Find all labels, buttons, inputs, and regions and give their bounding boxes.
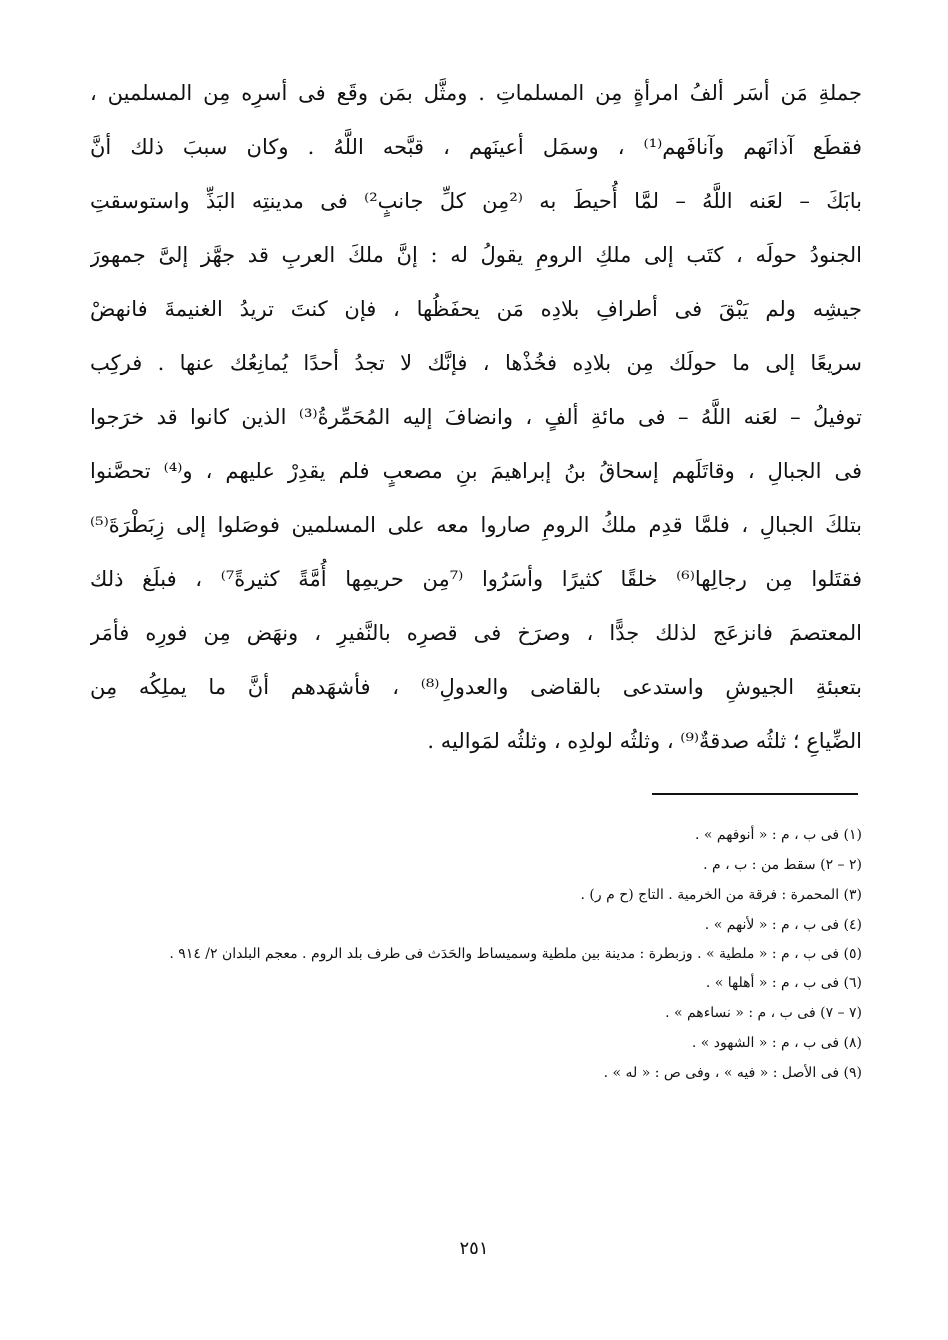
footnote: (٨) فى ب ، م : « الشهود » . xyxy=(691,1035,862,1051)
text-line: الضِّياعِ ؛ ثلثُه صدقةٌ⁽⁹⁾ ، وثلثُه لولدِه ، وثلثُه لمَواليه . xyxy=(427,729,862,753)
text-line: فى الجبالِ ، وقاتَلَهم إسحاقُ بنُ إبراهيمَ بنِ مصعبٍ فلم يقدِرْ عليهم ، و⁽⁴⁾ تحصَّنوا xyxy=(90,459,862,483)
footnote: (٢ – ٢) سقط من : ب ، م . xyxy=(703,857,862,873)
footnotes xyxy=(90,820,862,1088)
text-line: جيشِه ولم يَبْقَ فى أطرافِ بلادِه مَن يحفَظُها ، فإن كنتَ تريدُ الغنيمةَ فانهضْ xyxy=(90,297,862,321)
text-line: سريعًا إلى ما حولَك مِن بلادِه فخُذْها ، فإنَّك لا تجدُ أحدًا يُمانِعُك عنها . فركِب xyxy=(90,351,862,375)
text-line: جملةِ مَن أسَر ألفُ امرأةٍ مِن المسلماتِ . ومثَّل بمَن وقَع فى أسرِه مِن المسلمين ، xyxy=(90,81,862,105)
footnote: (٥) فى ب ، م : « ملطية » . وزبطرة : مدينة بين ملطية وسميساط والحَدَث فى طرف بلد الروم . معجم البلدان ٢/ ٩١٤ . xyxy=(169,946,862,962)
text-line: بابَكَ – لعَنه اللَّهُ – لمَّا أُحيطَ به ⁽²مِن كلِّ جانبٍ²⁾ فى مدينتِه البَذِّ واستوسقتِ xyxy=(90,189,862,213)
footnote: (٤) فى ب ، م : « لأنهم » . xyxy=(704,917,862,933)
main-text-block xyxy=(90,66,862,768)
text-line: بتلكَ الجبالِ ، فلمَّا قدِم ملكُ الرومِ صاروا معه على المسلمين فوصَلوا إلى زِبَطْرَةَ⁽⁵⁾ xyxy=(90,513,862,537)
text-line: توفيلُ – لعَنه اللَّهُ – فى مائةِ ألفٍ ، وانضافَ إليه المُحَمِّرةُ⁽³⁾ الذين كانوا قد خرَجوا xyxy=(90,405,862,429)
footnote: (٣) المحمرة : فرقة من الخرمية . التاج (ح م ر) . xyxy=(580,887,862,903)
text-line: بتعبئةِ الجيوشِ واستدعى بالقاضى والعدولِ⁽⁸⁾ ، فأشهَدهم أنَّ ما يملِكُه مِن xyxy=(90,675,862,699)
text-line: فقطَع آذانَهم وآنافَهم⁽¹⁾ ، وسمَل أعينَهم ، قبَّحه اللَّهُ . وكان سببَ ذلك أنَّ xyxy=(90,135,862,159)
text-line: المعتصمَ فانزعَج لذلك جدًّا ، وصرَخ فى قصرِه بالنَّفيرِ ، ونهَض مِن فورِه فأمَر xyxy=(90,621,862,645)
text-line: الجنودُ حولَه ، كتَب إلى ملكِ الرومِ يقولُ له : إنَّ ملكَ العربِ قد جهَّز إلىَّ جمهورَ xyxy=(90,243,862,267)
footnote: (١) فى ب ، م : « أنوفهم » . xyxy=(694,827,862,843)
footnote: (٧ – ٧) فى ب ، م : « نساءهم » . xyxy=(665,1005,862,1021)
page-number: ٢٥١ xyxy=(459,1238,489,1259)
footnote: (٦) فى ب ، م : « أهلها » . xyxy=(705,975,862,991)
footnote: (٩) فى الأصل : « فيه » ، وفى ص : « له » . xyxy=(603,1065,862,1081)
footnote-separator xyxy=(652,793,858,795)
text-line: فقتَلوا مِن رجالِها⁽⁶⁾ خلقًا كثيرًا وأسَرُوا ⁽⁷مِن حريمِها أُمَّةً كثيرةً⁷⁾ ، فبلَغ ذلك xyxy=(90,567,862,591)
